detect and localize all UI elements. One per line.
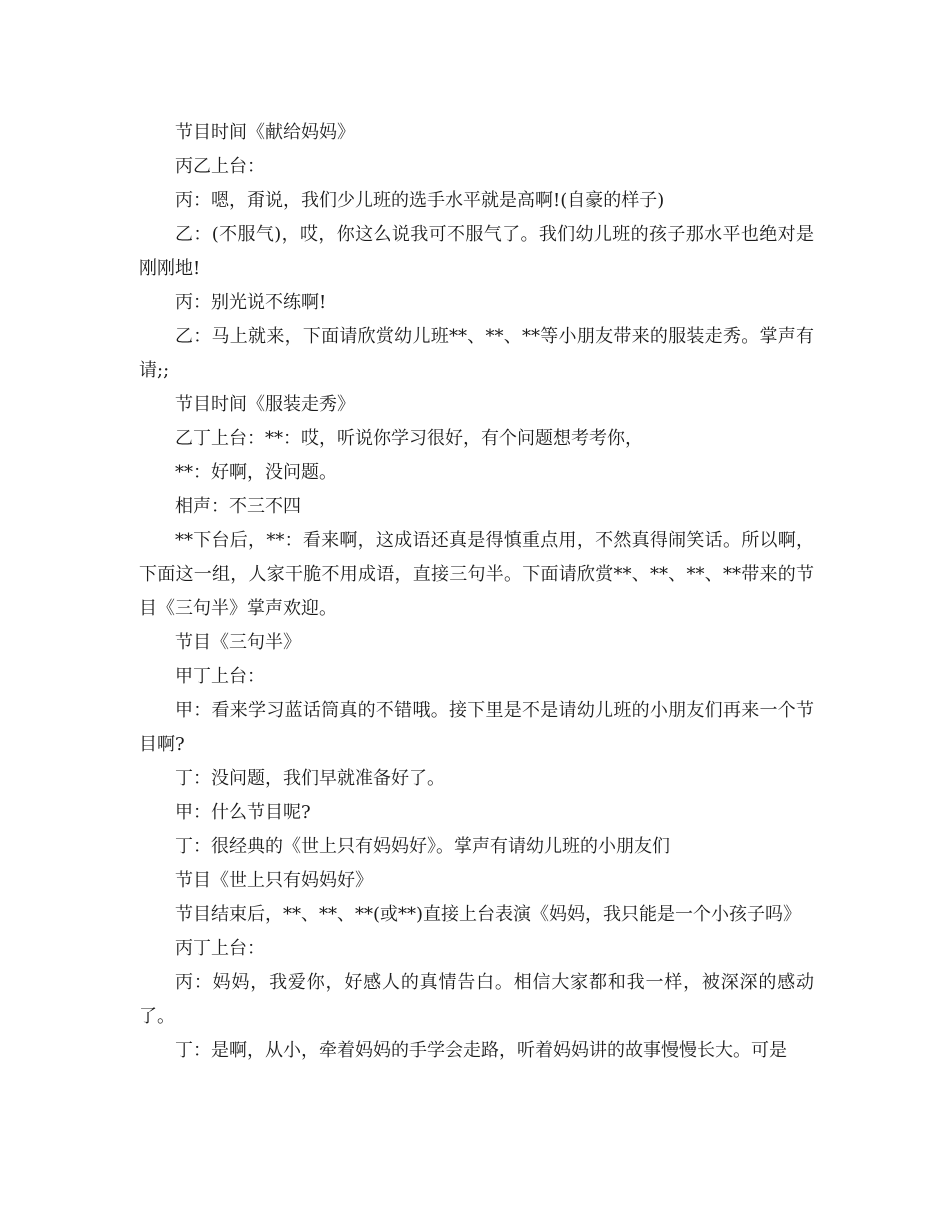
paragraph: 丙：别光说不练啊! xyxy=(175,292,327,313)
paragraph: 丁：没问题，我们早就准备好了。 xyxy=(175,768,445,789)
paragraph: **：好啊，没问题。 xyxy=(175,462,337,483)
paragraph: 丙乙上台： xyxy=(175,156,265,177)
paragraph: 甲丁上台： xyxy=(175,666,265,687)
paragraph: 节目结束后，**、**、**(或**)直接上台表演《妈妈，我只能是一个小孩子吗》 xyxy=(175,904,802,925)
paragraph: 乙丁上台：**：哎，听说你学习很好，有个问题想考考你， xyxy=(175,428,643,449)
paragraph: 甲：什么节目呢? xyxy=(175,802,311,823)
paragraph: 丙：妈妈，我爱你，好感人的真情告白。相信大家都和我一样，被深深的感动了。 xyxy=(139,972,814,1027)
paragraph: 节目《世上只有妈妈好》 xyxy=(175,870,373,891)
document-body xyxy=(139,116,814,1068)
paragraph: 节目《三句半》 xyxy=(175,632,301,653)
paragraph: **下台后，**：看来啊，这成语还真是得慎重点用，不然真得闹笑话。所以啊，下面这一组，人家干脆不用成语，直接三句半。下面请欣赏**、**、**、**带来的节目《三句半》掌声欢迎。 xyxy=(139,530,814,619)
paragraph: 节目时间《服装走秀》 xyxy=(175,394,355,415)
paragraph: 乙：(不服气)，哎，你这么说我可不服气了。我们幼儿班的孩子那水平也绝对是刚刚地! xyxy=(139,224,814,279)
paragraph: 丁：是啊，从小，牵着妈妈的手学会走路，听着妈妈讲的故事慢慢长大。可是 xyxy=(175,1040,787,1061)
paragraph: 节目时间《献给妈妈》 xyxy=(175,122,355,143)
paragraph: 相声：不三不四 xyxy=(175,496,301,517)
paragraph: 乙：马上就来，下面请欣赏幼儿班**、**、**等小朋友带来的服装走秀。掌声有请;; xyxy=(139,326,814,381)
paragraph: 甲：看来学习蓝话筒真的不错哦。接下里是不是请幼儿班的小朋友们再来一个节目啊? xyxy=(139,700,814,755)
paragraph: 丙：嗯，甭说，我们少儿班的选手水平就是高啊!(自豪的样子) xyxy=(175,190,665,211)
paragraph: 丁：很经典的《世上只有妈妈好》。掌声有请幼儿班的小朋友们 xyxy=(175,836,670,857)
paragraph: 丙丁上台： xyxy=(175,938,265,959)
